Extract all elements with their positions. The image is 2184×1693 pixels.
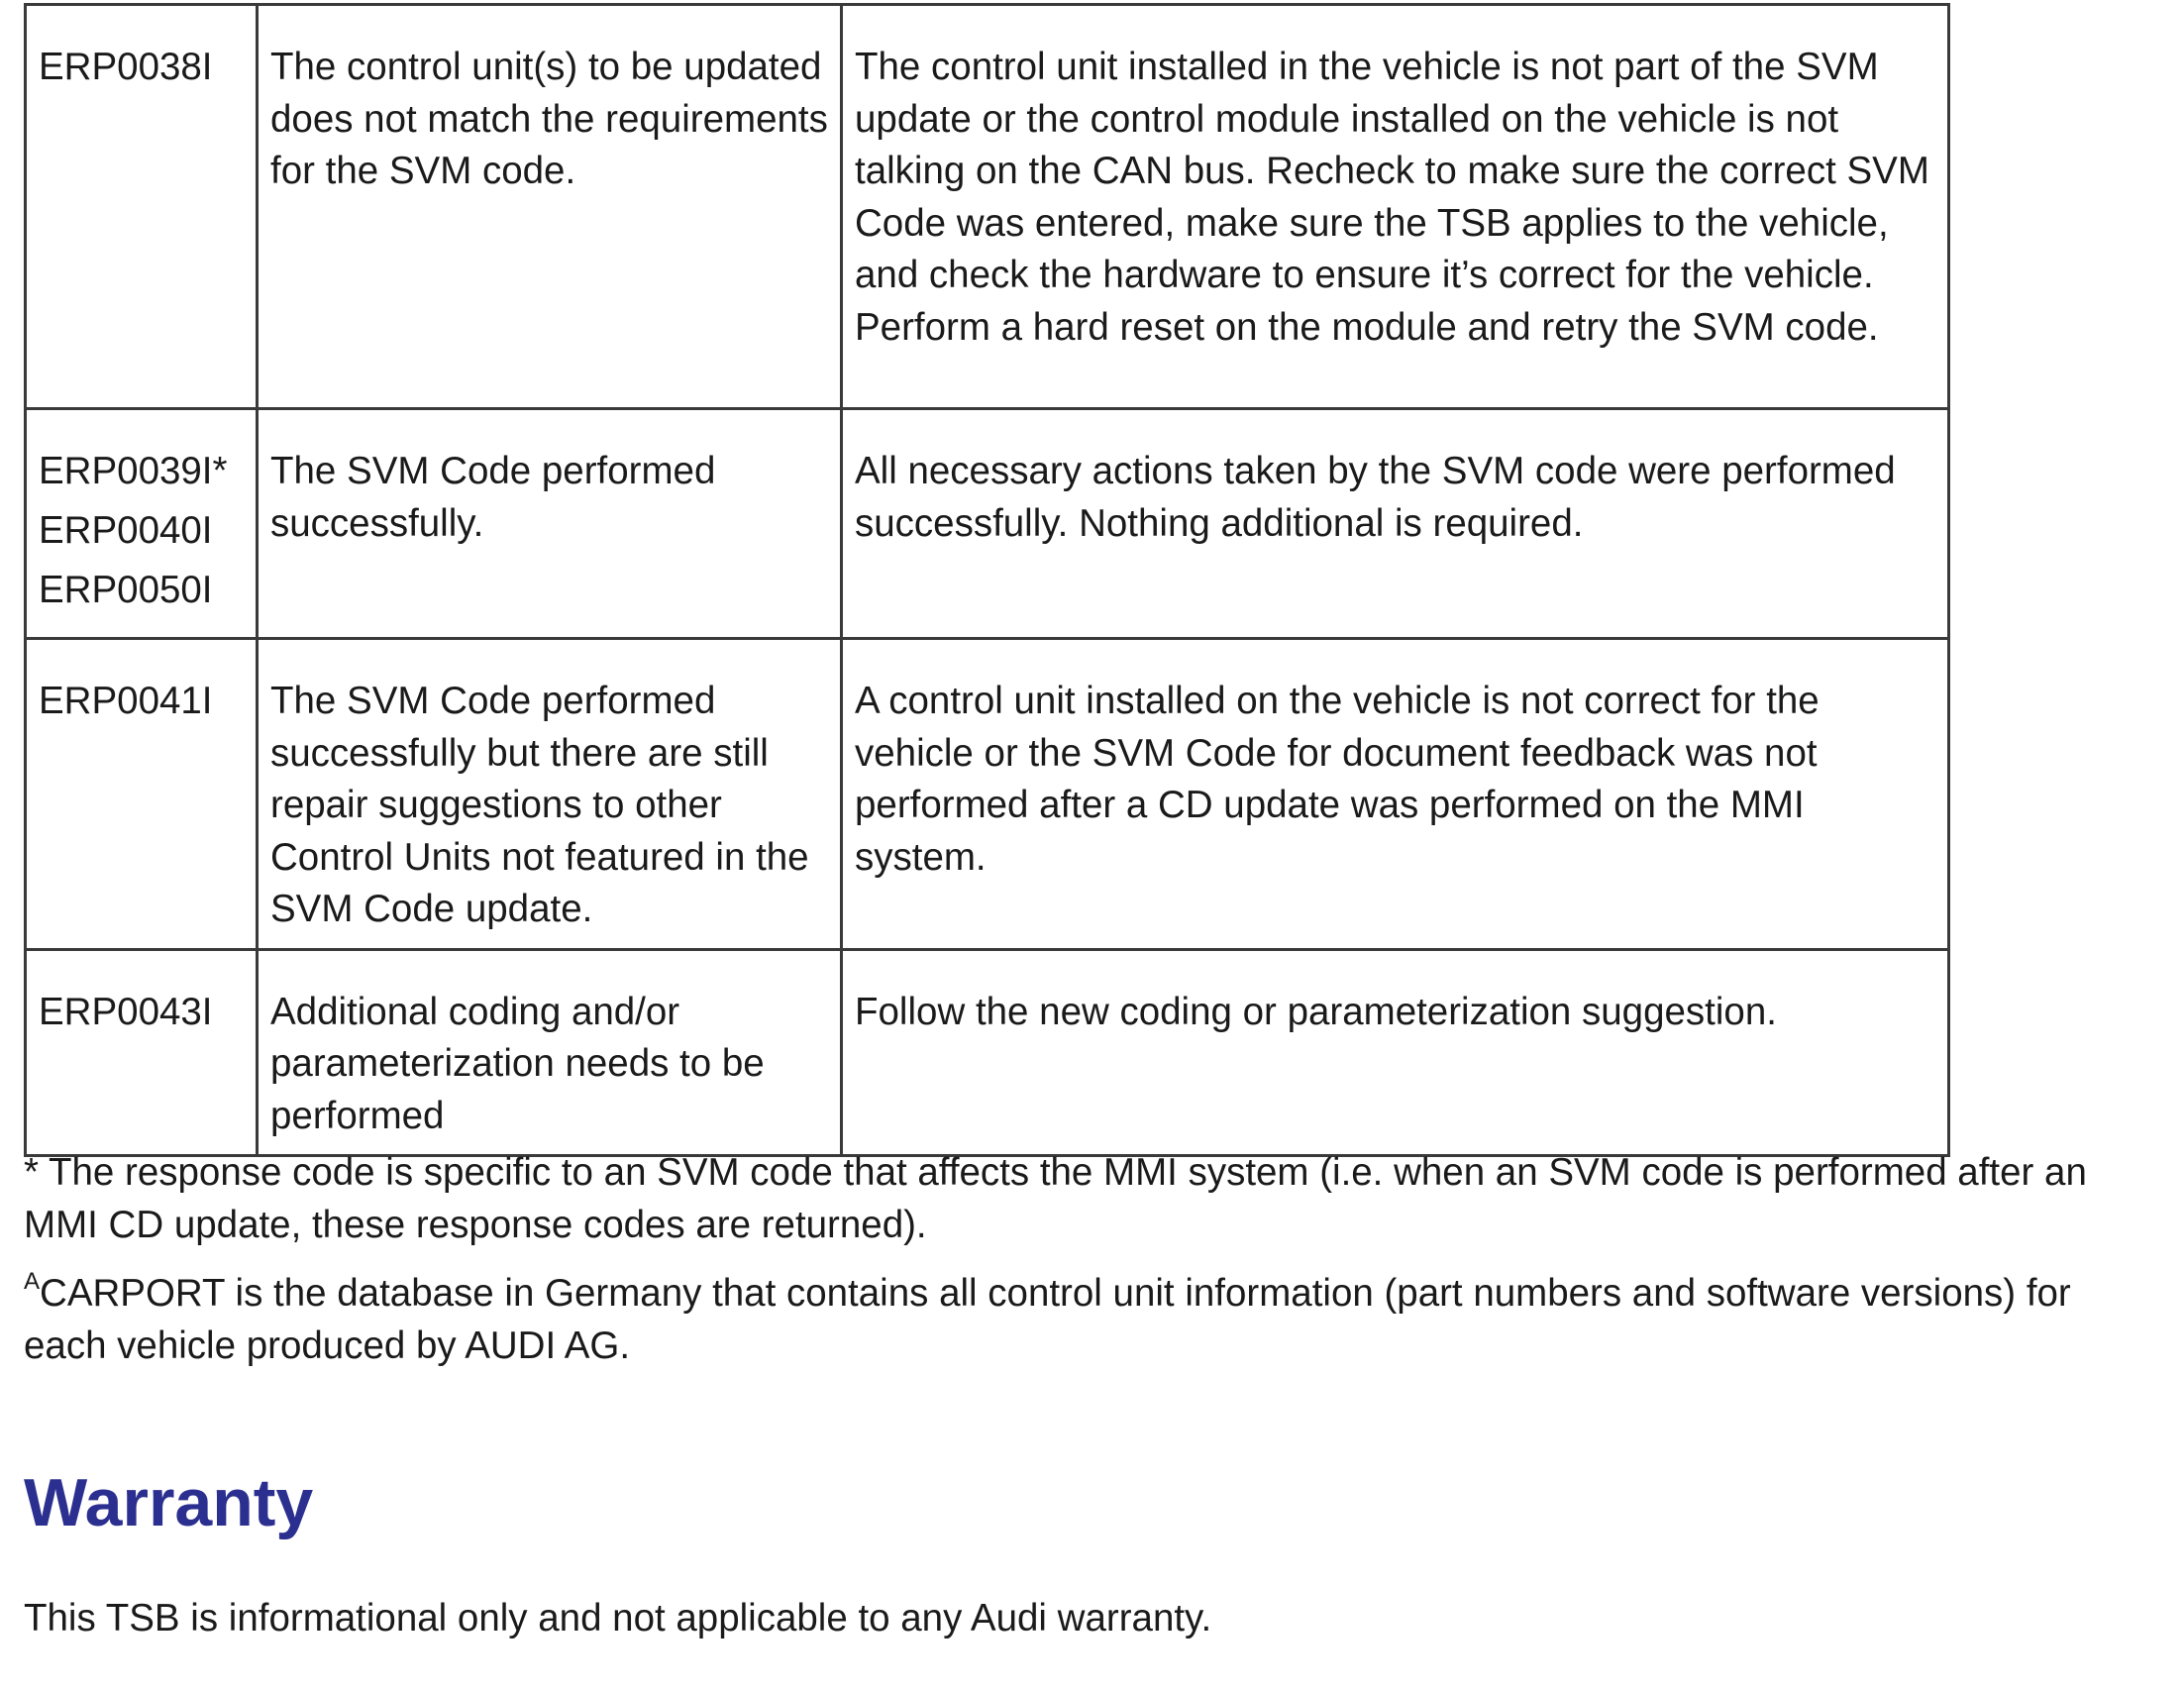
response-code: ERP0041I bbox=[39, 680, 213, 722]
action-cell: All necessary actions taken by the SVM code were performed successfully. Nothing additional is required. bbox=[842, 409, 1949, 639]
description-cell: The control unit(s) to be updated does not match the requirements for the SVM code. bbox=[258, 5, 842, 409]
response-code: ERP0039I* bbox=[39, 450, 228, 492]
code-cell bbox=[26, 949, 258, 1156]
carport-footnote bbox=[24, 1268, 2163, 1372]
response-code: ERP0050I bbox=[39, 569, 213, 611]
response-code: ERP0040I bbox=[39, 509, 213, 552]
table-row bbox=[26, 639, 1949, 950]
action-cell: The control unit installed in the vehicle is not part of the SVM update or the control module installed on the vehicle is not talking on the CAN bus. Recheck to make sure the correct SVM Code was entered, make sure the TSB applies to the vehicle, and check the hardware to ensure it’s correct for the vehicle. Perform a hard reset on the module and retry the SVM code. bbox=[842, 5, 1949, 409]
footnote-marker: A bbox=[24, 1268, 41, 1295]
description-cell: Additional coding and/or parameterization needs to be performed bbox=[258, 949, 842, 1156]
description-cell: The SVM Code performed successfully. bbox=[258, 409, 842, 639]
description-cell: The SVM Code performed successfully but there are still repair suggestions to other Control Units not featured in the SVM Code update. bbox=[258, 639, 842, 950]
table-row bbox=[26, 409, 1949, 639]
response-code: ERP0038I bbox=[39, 46, 213, 88]
code-cell bbox=[26, 5, 258, 409]
warranty-heading: Warranty bbox=[24, 1465, 314, 1540]
table-row bbox=[26, 5, 1949, 409]
code-cell bbox=[26, 639, 258, 950]
table-row bbox=[26, 949, 1949, 1156]
action-cell: Follow the new coding or parameterization suggestion. bbox=[842, 949, 1949, 1156]
code-cell bbox=[26, 409, 258, 639]
asterisk-footnote: * The response code is specific to an SVM code that affects the MMI system (i.e. when an SVM code is performed after an MMI CD update, these response codes are returned). bbox=[24, 1151, 2087, 1246]
response-code: ERP0043I bbox=[39, 990, 213, 1033]
warranty-text: This TSB is informational only and not applicable to any Audi warranty. bbox=[24, 1597, 1212, 1640]
response-code-table bbox=[24, 3, 1950, 1157]
carport-footnote-text: CARPORT is the database in Germany that contains all control unit information (part numbers and software versions) for each vehicle produced by AUDI AG. bbox=[24, 1272, 2071, 1367]
action-cell: A control unit installed on the vehicle is not correct for the vehicle or the SVM Code for document feedback was not performed after a CD update was performed on the MMI system. bbox=[842, 639, 1949, 950]
